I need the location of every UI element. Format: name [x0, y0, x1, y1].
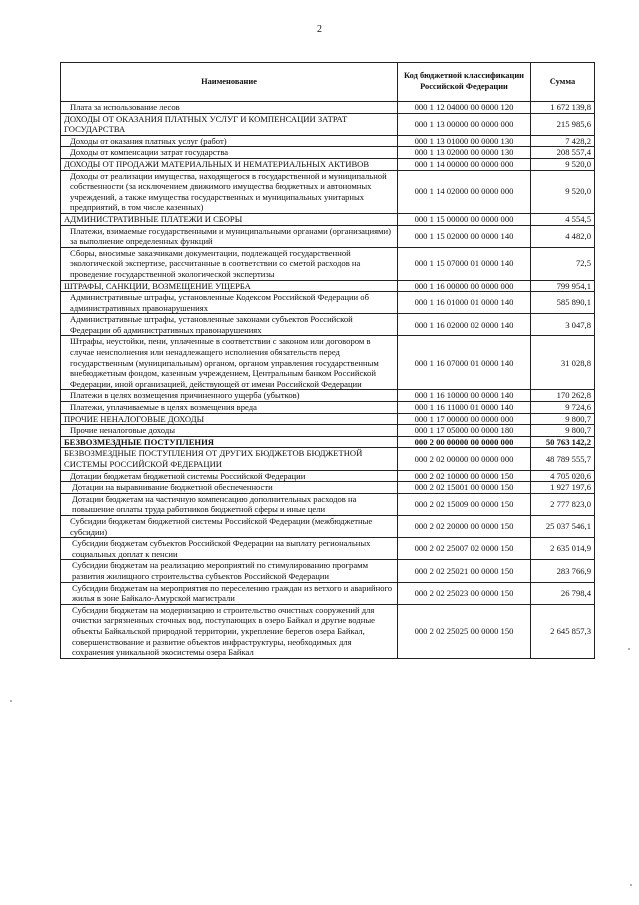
row-name: Административные штрафы, установленные Кодексом Российской Федерации об административных правонарушениях: [61, 292, 398, 314]
row-sum: 48 789 555,7: [531, 448, 595, 470]
page-number: 2: [317, 24, 322, 35]
row-code: 000 1 17 05000 00 0000 180: [398, 425, 531, 437]
row-sum: 9 800,7: [531, 413, 595, 425]
row-code: 000 1 15 02000 00 0000 140: [398, 225, 531, 247]
row-name: Штрафы, неустойки, пени, уплаченные в соответствии с законом или договором в случае неисполнения или ненадлежащего исполнения обязательств перед государственным (муниципальным) органом, органом управления государственным внебюджетным фондом, казенным учреждением, Центральным банком Российской Федерации, иной организацией, действующей от имени Российской Федерации: [61, 336, 398, 390]
row-code: 000 2 02 15001 00 0000 150: [398, 482, 531, 494]
table-row: [61, 170, 595, 213]
row-sum: 215 985,6: [531, 113, 595, 135]
row-code: 000 1 16 00000 00 0000 000: [398, 280, 531, 292]
row-name: Дотации на выравнивание бюджетной обеспеченности: [61, 482, 398, 494]
row-code: 000 1 12 04000 00 0000 120: [398, 102, 531, 114]
row-name: Доходы от компенсации затрат государства: [61, 147, 398, 159]
row-sum: 9 800,7: [531, 425, 595, 437]
row-sum: 31 028,8: [531, 336, 595, 390]
row-sum: 9 520,0: [531, 158, 595, 170]
row-code: 000 1 16 02000 02 0000 140: [398, 314, 531, 336]
row-sum: 4 554,5: [531, 213, 595, 225]
row-code: 000 2 02 25021 00 0000 150: [398, 560, 531, 582]
row-sum: 9 520,0: [531, 170, 595, 213]
row-name: ДОХОДЫ ОТ ПРОДАЖИ МАТЕРИАЛЬНЫХ И НЕМАТЕРИАЛЬНЫХ АКТИВОВ: [61, 158, 398, 170]
row-code: 000 1 15 00000 00 0000 000: [398, 213, 531, 225]
row-code: 000 2 02 15009 00 0000 150: [398, 493, 531, 515]
row-name: Платежи, уплачиваемые в целях возмещения вреда: [61, 402, 398, 414]
row-name: ДОХОДЫ ОТ ОКАЗАНИЯ ПЛАТНЫХ УСЛУГ И КОМПЕНСАЦИИ ЗАТРАТ ГОСУДАРСТВА: [61, 113, 398, 135]
table-row: [61, 247, 595, 280]
table-row: [61, 292, 595, 314]
row-name: Сборы, вносимые заказчиками документации, подлежащей государственной экологической экспертизе, рассчитанные в соответствии со сметой расходов на проведение государственной экологической экспертизы: [61, 247, 398, 280]
row-code: 000 1 17 00000 00 0000 000: [398, 413, 531, 425]
row-sum: 7 428,2: [531, 135, 595, 147]
row-name: Субсидии бюджетам бюджетной системы Российской Федерации (межбюджетные субсидии): [61, 515, 398, 537]
row-code: 000 1 16 10000 00 0000 140: [398, 390, 531, 402]
row-name: Субсидии бюджетам на модернизацию и строительство очистных сооружений для очистки загрязненных сточных вод, поступающих в озеро Байкал и другие водные объекты Байкальской природной территории, укрепление берегов озера Байкал, совершенствование и развитие объектов инфраструктуры, необходимых для сохранения уникальной экосистемы озера Байкал: [61, 604, 398, 658]
row-name: Платежи в целях возмещения причиненного ущерба (убытков): [61, 390, 398, 402]
row-name: Платежи, взимаемые государственными и муниципальными органами (организациями) за выполнение определенных функций: [61, 225, 398, 247]
row-sum: 170 262,8: [531, 390, 595, 402]
table-row: [61, 604, 595, 658]
row-name: БЕЗВОЗМЕЗДНЫЕ ПОСТУПЛЕНИЯ ОТ ДРУГИХ БЮДЖЕТОВ БЮДЖЕТНОЙ СИСТЕМЫ РОССИЙСКОЙ ФЕДЕРАЦИИ: [61, 448, 398, 470]
row-code: 000 1 13 01000 00 0000 130: [398, 135, 531, 147]
row-code: 000 2 02 20000 00 0000 150: [398, 515, 531, 537]
table-row: [61, 213, 595, 225]
row-sum: 3 047,8: [531, 314, 595, 336]
row-code: 000 1 15 07000 01 0000 140: [398, 247, 531, 280]
row-code: 000 1 16 07000 01 0000 140: [398, 336, 531, 390]
row-name: Плата за использование лесов: [61, 102, 398, 114]
table-row: [61, 470, 595, 482]
row-sum: 9 724,6: [531, 402, 595, 414]
row-code: 000 2 02 10000 00 0000 150: [398, 470, 531, 482]
row-sum: 208 557,4: [531, 147, 595, 159]
row-sum: 4 705 020,6: [531, 470, 595, 482]
row-sum: 25 037 546,1: [531, 515, 595, 537]
column-header-code: Код бюджетной классификации Российской Федерации: [398, 63, 531, 102]
table-row: [61, 538, 595, 560]
row-sum: 1 927 197,6: [531, 482, 595, 494]
row-code: 000 1 13 02000 00 0000 130: [398, 147, 531, 159]
table-row: [61, 135, 595, 147]
row-name: Прочие неналоговые доходы: [61, 425, 398, 437]
table-row: [61, 402, 595, 414]
row-name: ПРОЧИЕ НЕНАЛОГОВЫЕ ДОХОДЫ: [61, 413, 398, 425]
row-name: Доходы от реализации имущества, находящегося в государственной и муниципальной собственности (за исключением движимого имущества бюджетных и автономных учреждений, а также имущества государственных и муниципальных унитарных предприятий, в том числе казенных): [61, 170, 398, 213]
row-code: 000 1 13 00000 00 0000 000: [398, 113, 531, 135]
row-name: Субсидии бюджетам субъектов Российской Федерации на выплату региональных социальных доплат к пенсии: [61, 538, 398, 560]
table-row: [61, 560, 595, 582]
scan-speck: [628, 648, 630, 650]
row-name: Дотации бюджетам на частичную компенсацию дополнительных расходов на повышение оплаты труда работников бюджетной сферы и иные цели: [61, 493, 398, 515]
row-code: 000 2 02 25025 00 0000 150: [398, 604, 531, 658]
scan-speck: [10, 700, 12, 702]
row-sum: 283 766,9: [531, 560, 595, 582]
row-code: 000 2 02 25007 02 0000 150: [398, 538, 531, 560]
row-code: 000 2 02 25023 00 0000 150: [398, 582, 531, 604]
table-row: [61, 225, 595, 247]
row-name: Административные штрафы, установленные законами субъектов Российской Федерации об административных правонарушениях: [61, 314, 398, 336]
table-row: [61, 147, 595, 159]
row-code: 000 1 14 02000 00 0000 000: [398, 170, 531, 213]
row-code: 000 1 16 11000 01 0000 140: [398, 402, 531, 414]
row-name: ШТРАФЫ, САНКЦИИ, ВОЗМЕЩЕНИЕ УЩЕРБА: [61, 280, 398, 292]
table-row: [61, 482, 595, 494]
table-row: [61, 280, 595, 292]
row-sum: 2 635 014,9: [531, 538, 595, 560]
column-header-sum: Сумма: [531, 63, 595, 102]
row-sum: 2 645 857,3: [531, 604, 595, 658]
table-row: [61, 436, 595, 448]
row-name: Субсидии бюджетам на реализацию мероприятий по стимулированию программ развития жилищного строительства субъектов Российской Федерации: [61, 560, 398, 582]
table-row: [61, 413, 595, 425]
row-sum: 1 672 139,8: [531, 102, 595, 114]
row-sum: 26 798,4: [531, 582, 595, 604]
table-row: [61, 493, 595, 515]
row-sum: 50 763 142,2: [531, 436, 595, 448]
scan-speck: [630, 884, 632, 886]
row-code: 000 2 02 00000 00 0000 000: [398, 448, 531, 470]
row-code: 000 1 16 01000 01 0000 140: [398, 292, 531, 314]
row-sum: 585 890,1: [531, 292, 595, 314]
row-sum: 72,5: [531, 247, 595, 280]
row-sum: 2 777 823,0: [531, 493, 595, 515]
budget-revenue-table: [60, 62, 595, 659]
table-row: [61, 582, 595, 604]
row-name: Дотации бюджетам бюджетной системы Российской Федерации: [61, 470, 398, 482]
row-code: 000 2 00 00000 00 0000 000: [398, 436, 531, 448]
row-name: БЕЗВОЗМЕЗДНЫЕ ПОСТУПЛЕНИЯ: [61, 436, 398, 448]
row-code: 000 1 14 00000 00 0000 000: [398, 158, 531, 170]
table-header-row: [61, 63, 595, 102]
table-row: [61, 448, 595, 470]
row-sum: 799 954,1: [531, 280, 595, 292]
table-row: [61, 314, 595, 336]
table-row: [61, 158, 595, 170]
table-row: [61, 113, 595, 135]
row-name: Доходы от оказания платных услуг (работ): [61, 135, 398, 147]
row-sum: 4 482,0: [531, 225, 595, 247]
table-row: [61, 515, 595, 537]
row-name: АДМИНИСТРАТИВНЫЕ ПЛАТЕЖИ И СБОРЫ: [61, 213, 398, 225]
table-row: [61, 425, 595, 437]
column-header-name: Наименование: [61, 63, 398, 102]
table-row: [61, 102, 595, 114]
table-row: [61, 390, 595, 402]
table-body: [61, 102, 595, 659]
row-name: Субсидии бюджетам на мероприятия по переселению граждан из ветхого и аварийного жилья в зоне Байкало-Амурской магистрали: [61, 582, 398, 604]
table-row: [61, 336, 595, 390]
